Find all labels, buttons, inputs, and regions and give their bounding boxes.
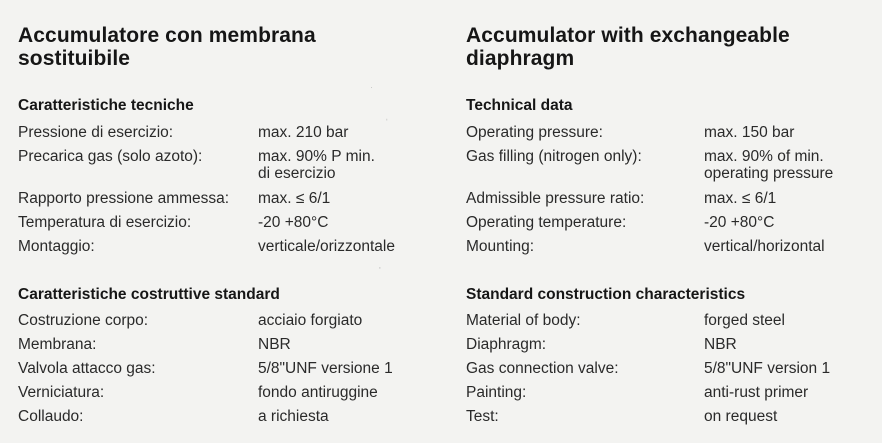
- spec-label: Costruzione corpo:: [18, 312, 149, 329]
- spec-value: on request: [704, 408, 778, 425]
- italian-construction-heading: Caratteristiche costruttive standard: [18, 286, 280, 303]
- spec-value: NBR: [704, 336, 737, 353]
- spec-value: max. 210 bar: [258, 124, 349, 141]
- italian-technical-heading: Caratteristiche tecniche: [18, 97, 194, 114]
- spec-value: -20 +80°C: [704, 214, 775, 231]
- italian-title-line: sostituibile: [18, 47, 131, 70]
- english-construction-heading: Standard construction characteristics: [466, 286, 746, 303]
- english-title-line: diaphragm: [466, 47, 575, 70]
- spec-value: NBR: [258, 336, 291, 353]
- english-title: [466, 24, 790, 70]
- spec-label: Test:: [466, 408, 499, 425]
- spec-value: 5/8"UNF version 1: [704, 360, 831, 377]
- spec-label: Verniciatura:: [18, 384, 105, 401]
- scan-speck: ·: [378, 262, 382, 274]
- spec-label: Painting:: [466, 384, 527, 401]
- spec-label: Material of body:: [466, 312, 581, 329]
- spec-value: forged steel: [704, 312, 785, 329]
- spec-value: max. 90% P min. di esercizio: [258, 148, 375, 182]
- spec-label: Gas filling (nitrogen only):: [466, 148, 642, 165]
- spec-value: -20 +80°C: [258, 214, 329, 231]
- scan-speck: ˈ: [385, 118, 389, 130]
- spec-value: verticale/orizzontale: [258, 238, 395, 255]
- spec-value: max. ≤ 6/1: [258, 190, 331, 207]
- spec-label: Admissible pressure ratio:: [466, 190, 645, 207]
- spec-value: max. ≤ 6/1: [704, 190, 777, 207]
- spec-label: Operating pressure:: [466, 124, 603, 141]
- spec-label: Valvola attacco gas:: [18, 360, 156, 377]
- spec-value: max. 90% of min. operating pressure: [704, 148, 834, 182]
- spec-label: Rapporto pressione ammessa:: [18, 190, 230, 207]
- spec-label: Montaggio:: [18, 238, 95, 255]
- spec-value: a richiesta: [258, 408, 329, 425]
- spec-label: Membrana:: [18, 336, 97, 353]
- spec-value: max. 150 bar: [704, 124, 795, 141]
- spec-label: Mounting:: [466, 238, 535, 255]
- spec-label: Operating temperature:: [466, 214, 627, 231]
- spec-value: fondo antiruggine: [258, 384, 378, 401]
- spec-value: acciaio forgiato: [258, 312, 363, 329]
- spec-label: Gas connection valve:: [466, 360, 619, 377]
- spec-label: Diaphragm:: [466, 336, 547, 353]
- english-technical-heading: Technical data: [466, 97, 573, 114]
- spec-label: Temperatura di esercizio:: [18, 214, 192, 231]
- english-title-line: Accumulator with exchangeable: [466, 24, 790, 47]
- spec-value: anti-rust primer: [704, 384, 809, 401]
- spec-label: Collaudo:: [18, 408, 84, 425]
- spec-value: vertical/horizontal: [704, 238, 825, 255]
- spec-value: 5/8"UNF versione 1: [258, 360, 393, 377]
- scan-speck: ˑ: [370, 84, 374, 96]
- italian-title: [18, 24, 316, 70]
- spec-label: Precarica gas (solo azoto):: [18, 148, 203, 165]
- spec-label: Pressione di esercizio:: [18, 124, 174, 141]
- italian-title-line: Accumulatore con membrana: [18, 24, 316, 47]
